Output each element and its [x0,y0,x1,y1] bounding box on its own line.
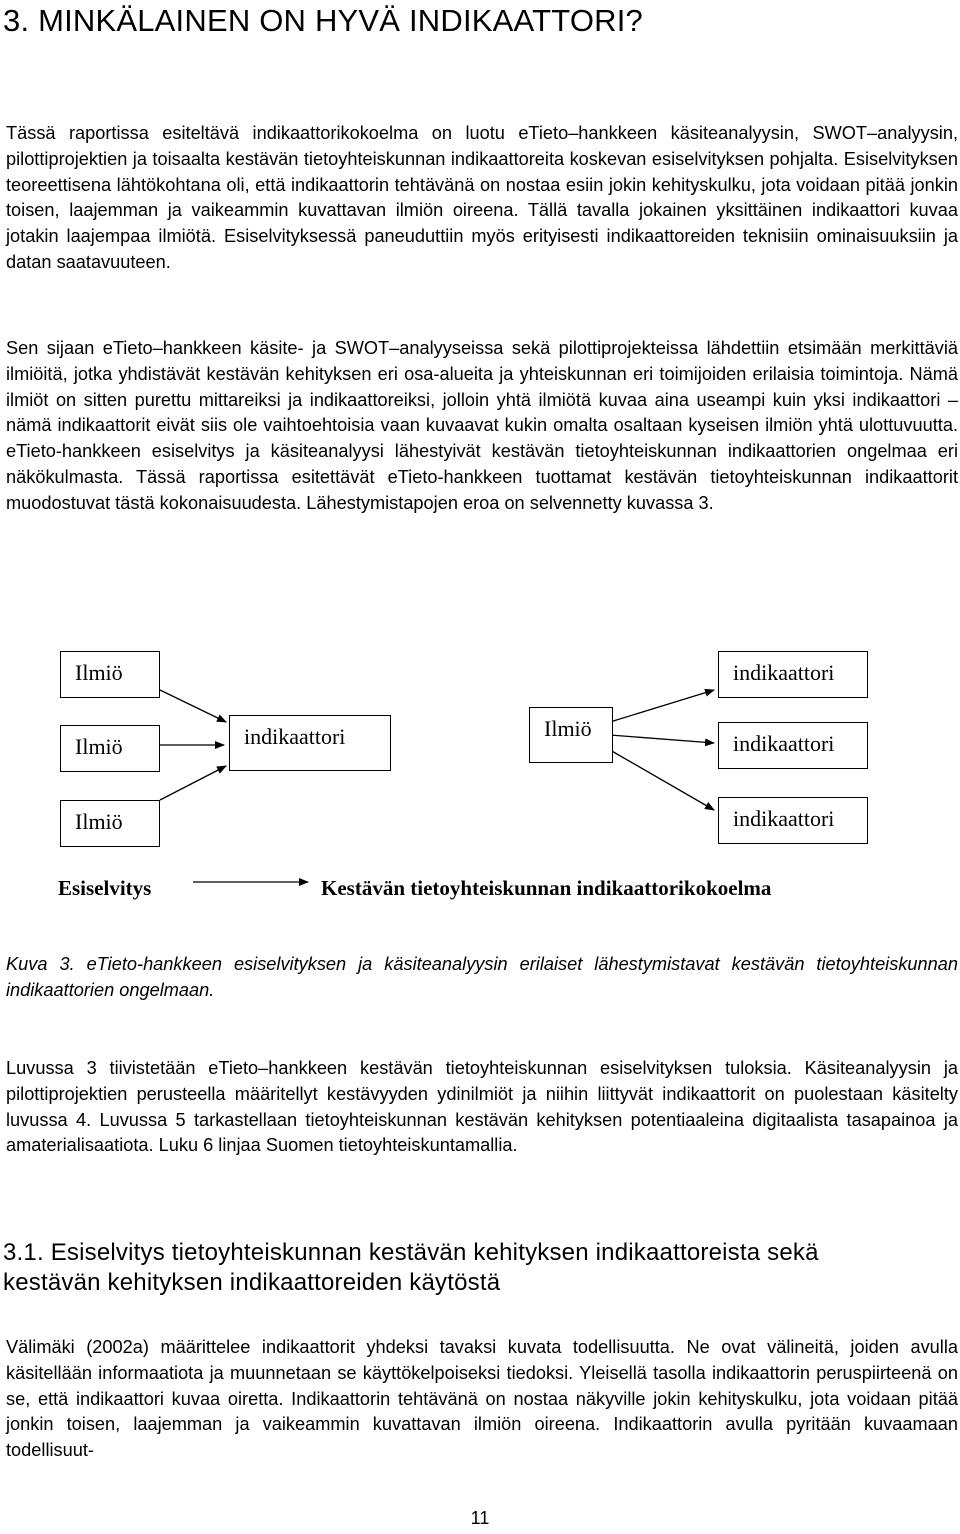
arrow-ilmio-to-indikaattori3 [610,750,714,810]
page-title: 3. MINKÄLAINEN ON HYVÄ INDIKAATTORI? [3,3,643,38]
diagram-box-ilmio-3 [60,800,160,847]
paragraph-approach: Sen sijaan eTieto–hankkeen käsite- ja SWOT–analyyseissa sekä pilottiprojekteissa lähdettiin etsimään merkittäviä ilmiöitä, jotka yhdistävät kestävän kehityksen eri osa-alueita ja yhteiskunnan eri toimijoiden erilaisia toimintoja. Nämä ilmiöt on sitten purettu mittareiksi ja indikaattoreiksi, jolloin yhtä ilmiötä kuvaa aina useampi kuin yksi indikaattori – nämä indikaattorit eivät siis ole vaihtoehtoisia vaan kuvaavat kukin omalta osaltaan kyseisen ilmiön yhtä ulottuvuutta. eTieto-hankkeen esiselvitys ja käsiteanalyysi lähestyivät kestävän tietoyhteiskunnan indikaattorien ongelmaa eri näkökulmasta. Tässä raportissa esitettävät eTieto-hankkeen tuottamat kestävän tietoyhteiskunnan indikaattorit muodostuvat tästä kokonaisuudesta. Lähestymistapojen eroa on selvennetty kuvassa 3. [6,338,958,513]
paragraph-valimaki: Välimäki (2002a) määrittelee indikaattorit yhdeksi tavaksi kuvata todellisuutta. Ne ovat välineitä, joiden avulla käsitellään informaatiota ja muunnetaan se käyttökelpoiseksi tiedoksi. Yleisellä tasolla indikaattorin peruspiirteenä on se, että indikaattori kuvaa oiretta. Indikaattorin tehtävänä on nostaa näkyville jokin kehityskulku, jota voidaan pitää jonkin toisen, laajemman ja vaikeammin kuvattavan ilmiön oireena. Indikaattorin avulla pyritään kuvaamaan todellisuut- [6,1337,958,1461]
section-heading: 3.1. Esiselvitys tietoyhteiskunnan kestävän kehityksen indikaattoreista sekä kestävän kehityksen indikaattoreiden käytöstä [3,1239,819,1296]
box-label: indikaattori [733,806,835,831]
box-label: Ilmiö [75,734,123,759]
paragraph-chapters: Luvussa 3 tiivistetään eTieto–hankkeen kestävän tietoyhteiskunnan esiselvityksen tuloksia. Käsiteanalyysin ja pilottiprojektien perusteella määritellyt kestävyyden ydinilmiöt ja niihin liittyvät indikaattorit on puolestaan käsitelty luvussa 4. Luvussa 5 tarkastellaan tietoyhteiskunnan kestävän kehityksen potentiaaleina digitaalista tasapainoa ja amaterialisaatiota. Luku 6 linjaa Suomen tietoyhteiskuntamallia. [6,1058,958,1156]
box-label: Ilmiö [75,660,123,685]
diagram-box-indikaattori-3 [718,797,868,844]
paragraph-intro: Tässä raportissa esiteltävä indikaattorikokoelma on luotu eTieto–hankkeen käsiteanalyysin, SWOT–analyysin, pilottiprojektien ja toisaalta kestävän tietoyhteiskunnan indikaattoreita koskevan esiselvityksen pohjalta. Esiselvityksen teoreettisena lähtökohtana oli, että indikaattorin tehtävänä on nostaa esiin jokin kehityskulku, jota voidaan pitää jonkin toisen, laajemman ja vaikeammin kuvattavan ilmiön oireena. Tällä tavalla jokainen yksittäinen indikaattori kuvaa jotakin laajempaa ilmiötä. Esiselvityksessä paneuduttiin myös erityisesti indikaattoreiden teknisiin ominaisuuksiin ja datan saatavuuteen. [6,123,958,272]
diagram-box-indikaattori-2 [718,722,868,769]
box-label: indikaattori [733,731,835,756]
box-label: Ilmiö [544,716,592,741]
figure-3-diagram [0,640,960,920]
arrow-ilmio3-to-indikaattori [160,766,226,800]
box-label: indikaattori [244,724,346,749]
arrow-ilmio-to-indikaattori1 [610,690,714,722]
arrow-ilmio1-to-indikaattori [160,690,226,722]
diagram-box-ilmio-center [529,707,613,763]
diagram-box-indikaattori-center [229,715,391,771]
diagram-box-indikaattori-1 [718,651,868,698]
diagram-label-kokoelma: Kestävän tietoyhteiskunnan indikaattorikokoelma [321,876,772,900]
diagram-label-esiselvitys: Esiselvitys [58,876,152,900]
diagram-box-ilmio-1 [60,651,160,698]
diagram-box-ilmio-2 [60,725,160,772]
page-number: 11 [470,1508,490,1528]
box-label: indikaattori [733,660,835,685]
arrow-ilmio-to-indikaattori2 [610,735,714,743]
box-label: Ilmiö [75,809,123,834]
figure-caption: Kuva 3. eTieto-hankkeen esiselvityksen ja käsiteanalyysin erilaiset lähestymistavat kestävän tietoyhteiskunnan indikaattorien ongelmaan. [6,954,958,1000]
